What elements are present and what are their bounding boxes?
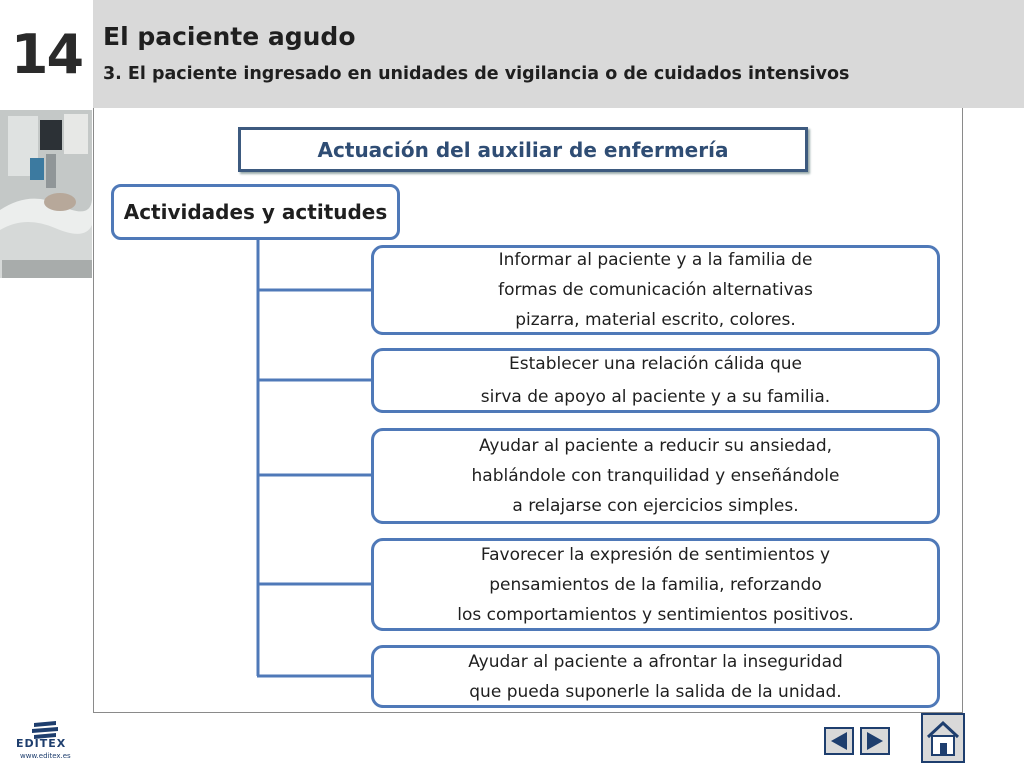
diagram-root-node: Actividades y actitudes <box>111 184 400 240</box>
item-line: Ayudar al paciente a reducir su ansiedad, <box>478 436 833 456</box>
diagram-heading: Actuación del auxiliar de enfermería <box>238 127 808 172</box>
page-subtitle: 3. El paciente ingresado en unidades de vigilancia o de cuidados intensivos <box>103 64 850 84</box>
item-line: los comportamientos y sentimientos positivos. <box>457 604 854 625</box>
logo-text: EDITEX <box>16 737 67 750</box>
item-line: a relajarse con ejercicios simples. <box>512 496 799 516</box>
previous-button[interactable] <box>824 727 862 757</box>
item-line: formas de comunicación alternativas <box>498 280 813 300</box>
diagram-item-3 <box>371 428 940 524</box>
item-line: Informar al paciente y a la familia de <box>498 250 813 270</box>
diagram-item-4 <box>371 538 940 631</box>
diagram-item-2 <box>371 348 940 413</box>
diagram-item-1 <box>371 245 940 335</box>
item-line: que pueda suponerle la salida de la unidad. <box>469 681 842 702</box>
item-line: Favorecer la expresión de sentimientos y <box>480 544 831 565</box>
header-band <box>93 0 1024 108</box>
item-line: Ayudar al paciente a afrontar la inseguridad <box>468 651 843 672</box>
hospital-photo <box>0 110 92 278</box>
home-icon <box>921 713 965 763</box>
logo-url: www.editex.es <box>20 752 71 760</box>
diagram-item-5 <box>371 645 940 708</box>
item-line: hablándole con tranquilidad y enseñándole <box>471 466 840 486</box>
item-line: Establecer una relación cálida que <box>509 353 802 374</box>
item-line: sirva de apoyo al paciente y a su familia. <box>480 386 831 407</box>
next-button[interactable] <box>860 727 898 757</box>
triangle-right-icon <box>860 727 890 755</box>
triangle-left-icon <box>824 727 854 755</box>
home-button[interactable] <box>921 713 965 763</box>
page-title: El paciente agudo <box>103 22 356 51</box>
item-line: pizarra, material escrito, colores. <box>515 310 796 330</box>
chapter-number: 14 <box>10 22 83 86</box>
item-line: pensamientos de la familia, reforzando <box>489 574 822 595</box>
